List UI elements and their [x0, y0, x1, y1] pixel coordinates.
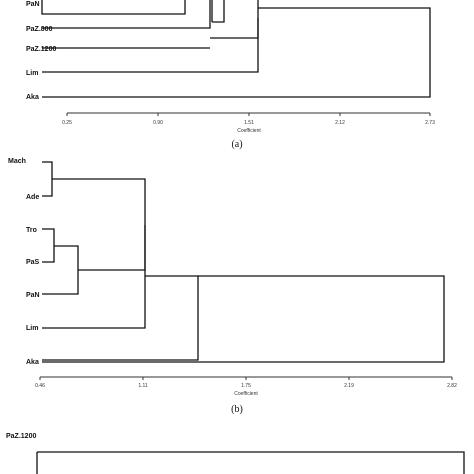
- dendrogram-panel-c: [6, 433, 464, 474]
- link-a-top-join: [212, 0, 224, 22]
- axis-label-b: Coefficient: [234, 391, 258, 397]
- leaf-label-lim-a: Lim: [26, 70, 39, 77]
- axis-label-a: Coefficient: [237, 128, 261, 134]
- leaf-label-aka-a: Aka: [26, 94, 39, 101]
- link-a-cluster1: [210, 0, 258, 38]
- leaf-label-mach-b: Mach: [8, 158, 26, 165]
- tick-label-a-3: 2.12: [335, 120, 345, 126]
- dendrogram-panel-b: [8, 158, 457, 415]
- leaf-label-pas-b: PaS: [26, 259, 40, 266]
- link-b-aka: [42, 276, 198, 360]
- dendrogram-links-b: [42, 162, 444, 362]
- leaf-label-paz800-a: PaZ.800: [26, 26, 53, 33]
- tick-label-a-0: 0.25: [62, 120, 72, 126]
- link-a-aka: [42, 8, 430, 97]
- tick-label-b-2: 1.75: [241, 383, 251, 389]
- link-a-top-left: [42, 0, 185, 14]
- leaf-label-pan-a: PaN: [26, 1, 40, 8]
- tick-label-b-3: 2.19: [344, 383, 354, 389]
- panel-caption-b: (b): [231, 404, 243, 415]
- link-b-mach-ade: [42, 162, 52, 196]
- tick-label-b-1: 1.11: [138, 383, 148, 389]
- tick-label-a-4: 2.73: [425, 120, 435, 126]
- leaf-label-ade-b: Ade: [26, 194, 40, 201]
- tick-label-b-4: 2.82: [447, 383, 457, 389]
- leaf-label-lim-b: Lim: [26, 325, 39, 332]
- tick-label-a-1: 0.90: [153, 120, 163, 126]
- link-a-lim: [42, 18, 258, 72]
- link-b-lim: [42, 225, 145, 328]
- tick-label-a-2: 1.51: [244, 120, 254, 126]
- leaf-label-tro-b: Tro: [26, 227, 37, 234]
- dendrogram-panel-a: [26, 0, 435, 150]
- dendrogram-links-a: [42, 0, 430, 97]
- leaf-label-pan-b: PaN: [26, 292, 40, 299]
- link-c-top: [37, 452, 464, 474]
- link-b-pan: [42, 246, 78, 294]
- leaf-label-paz1200-c: PaZ.1200: [6, 433, 37, 440]
- link-b-root: [42, 276, 444, 362]
- tick-label-b-0: 0.46: [35, 383, 45, 389]
- link-b-cluster1: [52, 179, 145, 270]
- link-b-tro-pas: [42, 229, 54, 262]
- panel-caption-a: (a): [231, 139, 243, 150]
- leaf-label-paz1200-a: PaZ.1200: [26, 46, 57, 53]
- leaf-label-aka-b: Aka: [26, 359, 39, 366]
